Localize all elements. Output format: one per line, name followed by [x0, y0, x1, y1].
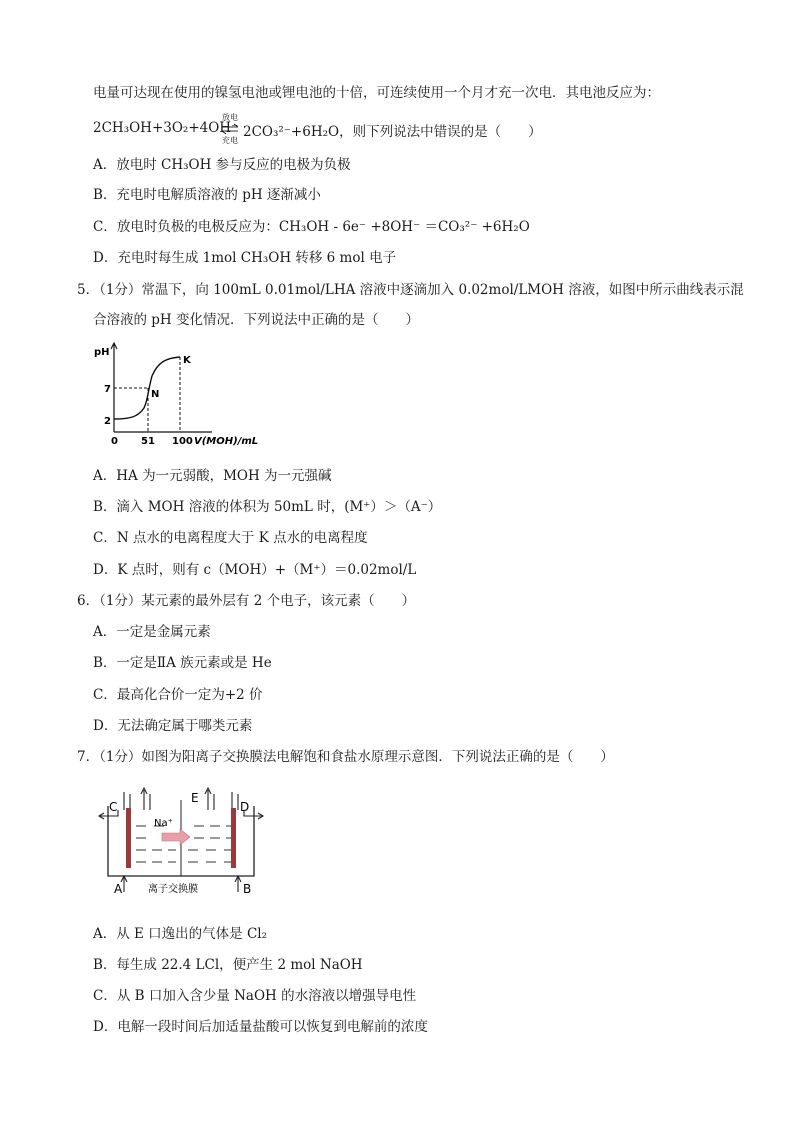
q7-option-c[interactable]: C．从 B 口加入含少量 NaOH 的水溶液以增强导电性 — [93, 988, 417, 1004]
arrow-bottom-label: 充电 — [222, 136, 238, 145]
electrolysis-cell-diagram — [96, 780, 266, 900]
q7-stem: 7．（1分）如图为阳离子交换膜法电解饱和食盐水原理示意图．下列说法正确的是（ ） — [77, 749, 614, 765]
label-c: C — [109, 800, 118, 814]
label-e: E — [191, 791, 199, 805]
q4-stem-line: 电量可达现在使用的镍氢电池或锂电池的十倍，可连续使用一个月才充一次电．其电池反应为： — [93, 85, 660, 101]
q4-option-c[interactable]: C．放电时负极的电极反应为：CH₃OH - 6e⁻ +8OH⁻ ＝CO₃²⁻ +6H₂O — [93, 219, 530, 235]
label-a: A — [114, 882, 123, 896]
q5-stem-line1: 5．（1分）常温下，向 100mL 0.01mol/LHA 溶液中逐滴加入 0.02mol/LMOH 溶液，如图中所示曲线表示混 — [77, 282, 744, 298]
arrow-top-label: 放电 — [222, 113, 238, 122]
q5-option-b[interactable]: B．滴入 MOH 溶液的体积为 50mL 时，(M⁺）＞（A⁻） — [93, 499, 442, 515]
x-tick-0: 0 — [111, 436, 118, 447]
solution-dashes — [136, 826, 236, 862]
ion-label: Na⁺ — [154, 818, 173, 829]
right-electrode — [231, 808, 236, 868]
q6-stem: 6．（1分）某元素的最外层有 2 个电子，该元素（ ） — [77, 593, 416, 609]
membrane-label: 离子交换膜 — [148, 884, 198, 895]
q7-option-a[interactable]: A．从 E 口逸出的气体是 Cl₂ — [93, 926, 268, 942]
y-tick-7: 7 — [104, 384, 111, 395]
left-electrode — [126, 808, 131, 868]
x-tick-100: 100 — [172, 436, 193, 447]
q4-option-a[interactable]: A．放电时 CH₃OH 参与反应的电极为负极 — [93, 157, 351, 173]
q5-option-c[interactable]: C．N 点水的电离程度大于 K 点水的电离程度 — [93, 530, 368, 546]
y-axis-label: pH — [94, 347, 110, 358]
reversible-arrow — [219, 114, 241, 144]
q5-option-d[interactable]: D．K 点时，则有 c（MOH）+（M⁺）＝0.02mol/L — [93, 562, 417, 578]
q6-option-b[interactable]: B．一定是ⅡA 族元素或是 He — [93, 655, 272, 671]
q4-option-d[interactable]: D．充电时每生成 1mol CH₃OH 转移 6 mol 电子 — [93, 250, 397, 266]
label-d: D — [240, 800, 250, 814]
point-n-label: N — [151, 389, 160, 400]
q5-stem-line2: 合溶液的 pH 变化情况．下列说法中正确的是（ ） — [93, 312, 419, 328]
q6-option-c[interactable]: C．最高化合价一定为+2 价 — [93, 687, 263, 703]
q7-option-b[interactable]: B．每生成 22.4 LCl，便产生 2 mol NaOH — [93, 957, 363, 973]
q4-option-b[interactable]: B．充电时电解质溶液的 pH 逐渐减小 — [93, 187, 321, 203]
na-ion-arrow-icon — [162, 829, 190, 845]
x-axis-label: V(MOH)/mL — [194, 436, 259, 447]
reaction-right: 2CO₃²⁻+6H₂O，则下列说法中错误的是（ ） — [243, 124, 542, 140]
ph-titration-graph — [92, 340, 272, 450]
y-tick-2: 2 — [104, 416, 111, 427]
q7-option-d[interactable]: D．电解一段时间后加适量盐酸可以恢复到电解前的浓度 — [93, 1019, 428, 1035]
point-k-label: K — [183, 355, 191, 366]
q6-option-a[interactable]: A．一定是金属元素 — [93, 624, 211, 640]
q5-option-a[interactable]: A．HA 为一元弱酸，MOH 为一元强碱 — [93, 468, 332, 484]
reaction-left: 2CH₃OH+3O₂+4OH⁻ — [93, 120, 239, 136]
x-tick-51: 51 — [141, 436, 155, 447]
q6-option-d[interactable]: D．无法确定属于哪类元素 — [93, 718, 253, 734]
label-b: B — [243, 882, 252, 896]
